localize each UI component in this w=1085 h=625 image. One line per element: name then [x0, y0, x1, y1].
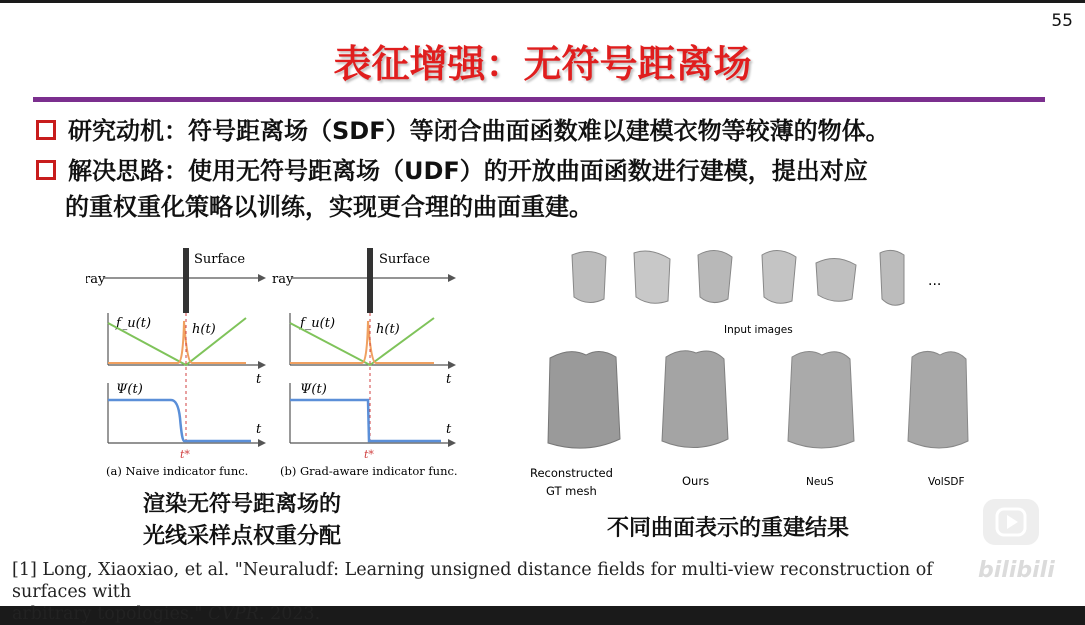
bullet-text: 研究动机：符号距离场（SDF）等闭合曲面函数难以建模衣物等较薄的物体。 [68, 117, 890, 145]
slide [0, 3, 1085, 624]
surface-bar [183, 248, 189, 313]
label-gt: Reconstructed [530, 466, 613, 480]
bilibili-watermark: bilibili [978, 558, 1055, 583]
input-images-label: Input images [724, 324, 793, 336]
subcaption-b: (b) Grad-aware indicator func. [280, 464, 458, 478]
label-neus: NeuS [806, 476, 834, 488]
label-ours: Ours [682, 474, 710, 488]
reconstruction-svg [520, 243, 1000, 503]
bullet-text-continued: 的重权重化策略以训练，实现更合理的曲面重建。 [65, 193, 593, 221]
bullet-motivation [36, 113, 890, 149]
svg-text:Ψ(t): Ψ(t) [300, 382, 327, 397]
page-number: 55 [1051, 11, 1073, 31]
svg-text:t*: t* [180, 448, 190, 461]
svg-text:Surface: Surface [379, 252, 431, 267]
play-button[interactable] [983, 499, 1039, 545]
caption-reconstruction-results: 不同曲面表示的重建结果 [607, 516, 850, 541]
svg-text:t: t [256, 422, 262, 437]
play-icon [983, 499, 1039, 545]
bullet-solution [36, 153, 868, 225]
label-volsdf: VolSDF [928, 476, 965, 488]
title-divider [33, 97, 1045, 102]
svg-text:t*: t* [364, 448, 374, 461]
ray-arrow-icon [258, 274, 266, 282]
slide-title: 表征增强：无符号距离场 [333, 42, 752, 86]
svg-text:t: t [446, 372, 452, 387]
svg-text:t: t [256, 372, 262, 387]
svg-text:h(t): h(t) [376, 322, 400, 337]
caption-weight-allocation: 渲染无符号距离场的 光线采样点权重分配 [143, 492, 342, 549]
svg-text:f_u(t): f_u(t) [116, 316, 152, 331]
svg-text:ray: ray [272, 272, 294, 287]
svg-text:f_u(t): f_u(t) [300, 316, 336, 331]
ray-label: ray [86, 272, 106, 287]
indicator-plots-svg [86, 243, 466, 488]
subcaption-a: (a) Naive indicator func. [106, 464, 249, 478]
bullet-text: 解决思路：使用无符号距离场（UDF）的开放曲面函数进行建模，提出对应 [68, 157, 868, 185]
svg-text:t: t [446, 422, 452, 437]
reconstructed-meshes [548, 351, 968, 448]
surface-label: Surface [194, 252, 246, 267]
label-gt-line2: GT mesh [546, 484, 597, 498]
panel-a [86, 248, 266, 478]
indicator-function-figure [86, 243, 466, 488]
bullet-box-icon [36, 160, 56, 180]
method-labels [530, 466, 965, 498]
svg-text:Ψ(t): Ψ(t) [116, 382, 143, 397]
panel-b [272, 248, 458, 478]
svg-text:h(t): h(t) [192, 322, 216, 337]
reconstruction-figure [520, 243, 1000, 503]
reference: [1] Long, Xiaoxiao, et al. "Neuraludf: Learning unsigned distance fields for multi-view reconstruction of surfaces with arbitrary topologies." CVPR. 2023. [12, 560, 933, 624]
bullet-box-icon [36, 120, 56, 140]
input-images [572, 250, 941, 336]
ellipsis: ... [928, 273, 942, 289]
